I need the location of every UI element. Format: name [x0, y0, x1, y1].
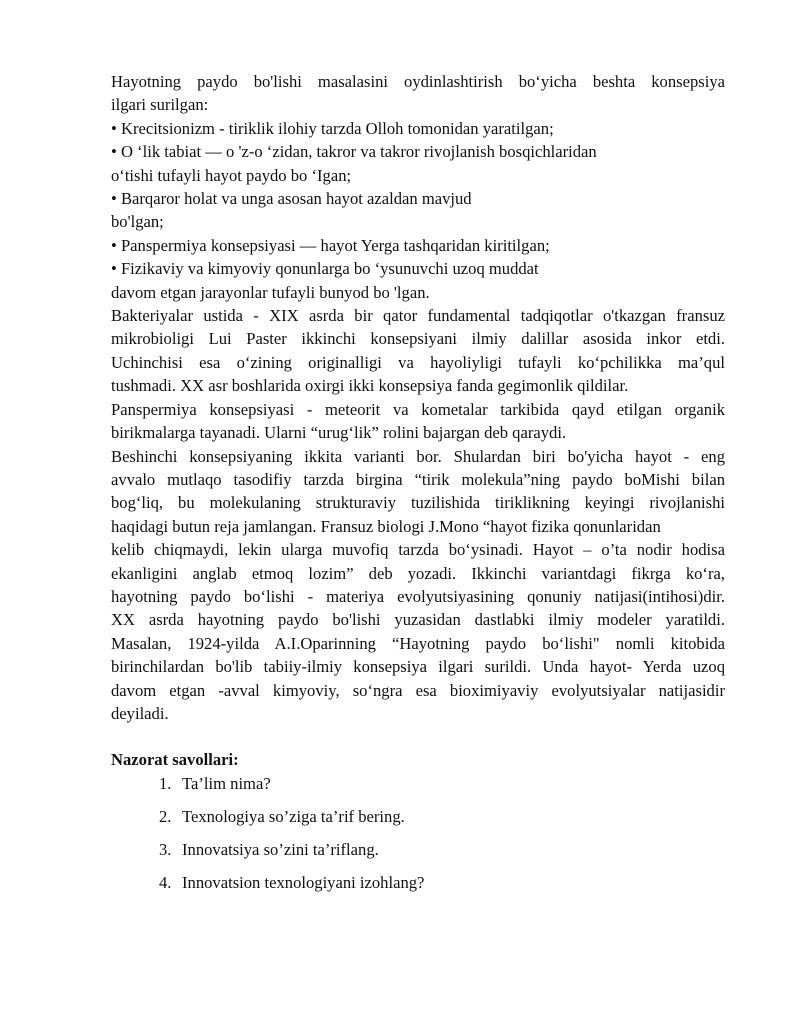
body-text — [111, 70, 725, 725]
text-line: deyiladi. — [111, 703, 169, 723]
text-line: birinchilardan bo'lib tabiiy-ilmiy konsepsiya ilgari surildi. Unda hayot- Yerda uzoq — [111, 657, 725, 677]
question-text: Ta’lim nima? — [182, 773, 271, 793]
question-number: 3. — [159, 839, 172, 859]
text-line: ekanligini anglab etmoq lozim” deb yozadi. Ikkinchi variantdagi fikrga ko‘ra, — [111, 563, 725, 583]
text-line: Panspermiya konsepsiyasi - meteorit va kometalar tarkibida qayd etilgan organik — [111, 399, 725, 419]
text-line: Hayotning paydo bo'lishi masalasini oydinlashtirish bo‘yicha beshta konsepsiya — [111, 72, 725, 91]
text-line: • Krecitsionizm - tiriklik ilohiy tarzda Olloh tomonidan yaratilgan; — [111, 118, 554, 138]
question-text: Innovatsiya so’zini ta’riflang. — [182, 839, 379, 859]
text-line: Bakteriyalar ustida - XIX asrda bir qator fundamental tadqiqotlar o'tkazgan fransuz — [111, 306, 725, 326]
spacer — [111, 725, 725, 748]
text-line: avvalo mutlaqo tasodifiy tarzda birgina “tirik molekula”ning paydo boMishi bilan — [111, 469, 725, 489]
text-line: XX asrda hayotning paydo bo'lishi yuzasidan dastlabki ilmiy modeler yaratildi. — [111, 610, 725, 630]
question-number: 2. — [159, 806, 172, 826]
text-line: tushmadi. XX asr boshlarida oxirgi ikki konsepsiya fanda gegimonlik qildilar. — [111, 376, 629, 396]
text-line: haqidagi butun reja jamlangan. Fransuz biologi J.Mono “hayot fizika qonunlaridan — [111, 516, 661, 536]
questions-list — [111, 772, 725, 904]
text-line: • Fizikaviy va kimyoviy qonunlarga bo ‘ysunuvchi uzoq muddat — [111, 259, 539, 279]
text-line: Uchinchisi esa o‘zining originalligi va hayoliyligi tufayli ko‘pchilikka ma’qul — [111, 352, 725, 372]
question-item — [159, 838, 725, 871]
question-text: Texnologiya so’ziga ta’rif bering. — [182, 806, 405, 826]
text-line: • O ‘lik tabiat — o 'z-o ‘zidan, takror va takror rivojlanish bosqichlaridan — [111, 142, 597, 162]
text-line: • Barqaror holat va unga asosan hayot azaldan mavjud — [111, 189, 472, 209]
question-text: Innovatsion texnologiyani izohlang? — [182, 872, 425, 892]
text-line: bog‘liq, bu molekulaning strukturaviy tuzilishida tiriklikning keyingi rivojlanishi — [111, 493, 725, 513]
text-line: o‘tishi tufayli hayot paydo bo ‘Igan; — [111, 165, 352, 185]
text-line: mikrobioligi Lui Paster ikkinchi konsepsiyani ilmiy dalillar asosida inkor etdi. — [111, 329, 725, 349]
question-item — [159, 772, 725, 805]
questions-heading: Nazorat savollari: — [111, 750, 239, 770]
text-line: • Panspermiya konsepsiyasi — hayot Yerga tashqaridan kiritilgan; — [111, 235, 550, 255]
text-line: davom etgan -avval kimyoviy, so‘ngra esa bioximiyaviy evolyutsiyalar natijasidir — [111, 680, 725, 700]
question-number: 4. — [159, 872, 172, 892]
text-line: davom etgan jarayonlar tufayli bunyod bo 'lgan. — [111, 282, 430, 302]
text-line: Masalan, 1924-yilda A.I.Oparinning “Hayotning paydo bo‘lishi" nomli kitobida — [111, 633, 725, 653]
question-item — [159, 805, 725, 838]
text-line: birikmalarga tayanadi. Ularni “urug‘lik” rolini bajargan deb qaraydi. — [111, 423, 567, 443]
text-line: kelib chiqmaydi, lekin ularga muvofiq tarzda bo‘ysinadi. Hayot – o’ta nodir hodisa — [111, 540, 725, 560]
text-line: bo'lgan; — [111, 212, 164, 232]
text-line: ilgari surilgan: — [111, 95, 209, 115]
question-item — [159, 871, 725, 904]
question-number: 1. — [159, 773, 172, 793]
text-line: Beshinchi konsepsiyaning ikkita varianti bor. Shulardan biri bo'yicha hayot - eng — [111, 446, 725, 466]
text-line: hayotning paydo bo‘lishi - materiya evolyutsiyasining qonuniy natijasi(intihosi)dir. — [111, 586, 725, 606]
